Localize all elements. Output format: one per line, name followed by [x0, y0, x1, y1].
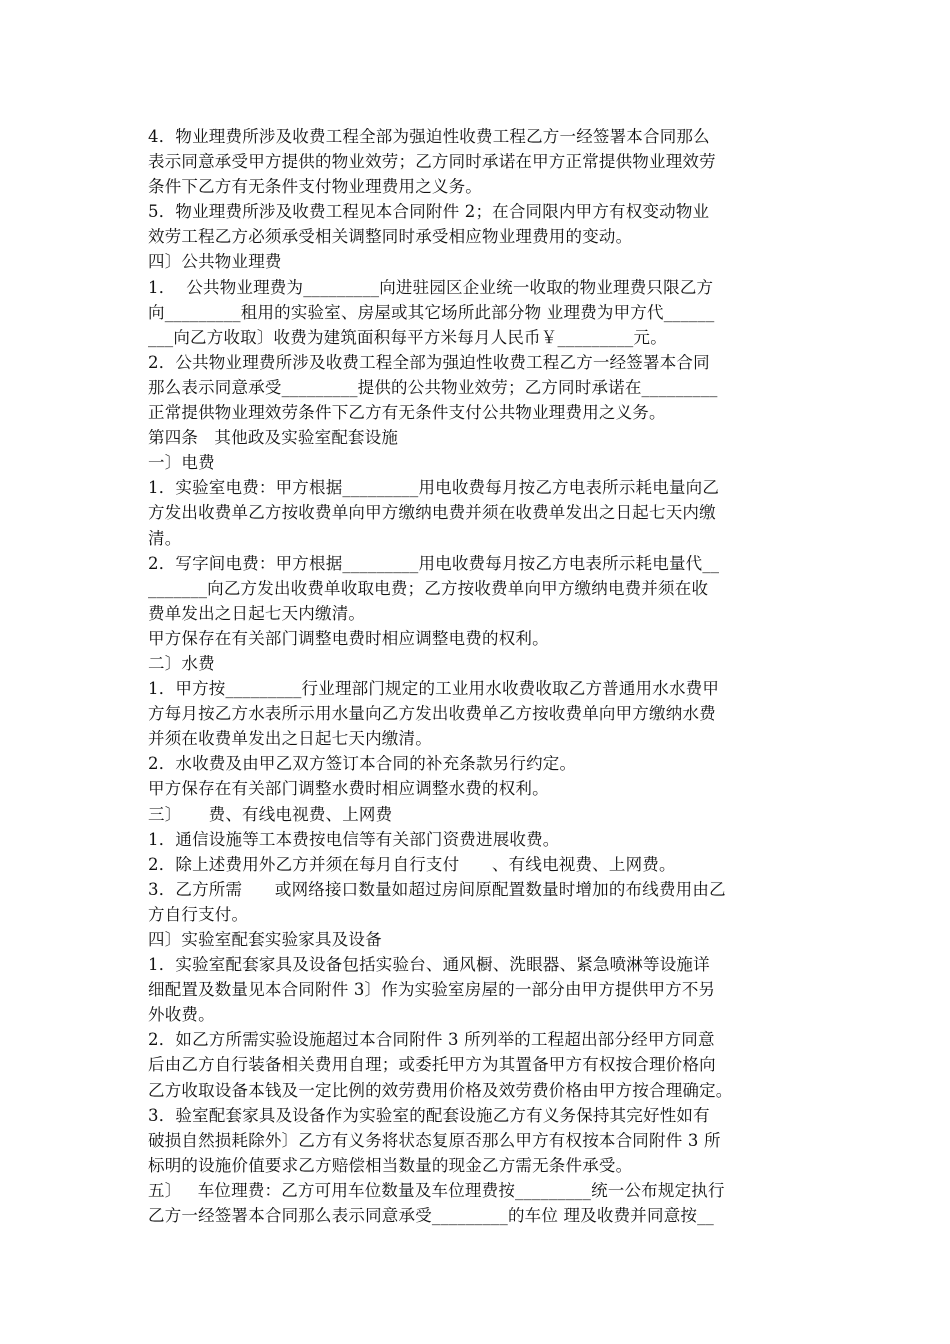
text-line: 甲方保存在有关部门调整电费时相应调整电费的权利。 — [148, 628, 549, 648]
text-line: _______向乙方发出收费单收取电费；乙方按收费单向甲方缴纳电费并须在收 — [148, 578, 709, 598]
text-line: 5．物业理费所涉及收费工程见本合同附件 2；在合同限内甲方有权变动物业 — [148, 202, 710, 222]
text-line: 二〕水费 — [148, 653, 215, 673]
text-line: 2．水收费及由甲乙双方签订本合同的补充条款另行约定。 — [148, 754, 577, 774]
text-line: 费单发出之日起七天内缴清。 — [148, 603, 366, 623]
document-body — [148, 124, 808, 1228]
text-line: 那么表示同意承受_________提供的公共物业效劳；乙方同时承诺在_________ — [148, 377, 718, 397]
text-line: 方自行支付。 — [148, 904, 249, 924]
text-line: 一〕电费 — [148, 453, 215, 473]
text-line: 细配置及数量见本合同附件 3〕作为实验室房屋的一部分由甲方提供甲方不另 — [148, 980, 716, 1000]
text-line: 表示同意承受甲方提供的物业效劳；乙方同时承诺在甲方正常提供物业理效劳 — [148, 152, 716, 172]
text-line: ___向乙方收取〕收费为建筑面积每平方米每月人民币￥_________元。 — [148, 327, 667, 347]
text-line: 第四条 其他政及实验室配套设施 — [148, 428, 399, 448]
text-line: 四〕实验室配套实验家具及设备 — [148, 930, 382, 949]
text-line: 四〕公共物业理费 — [148, 252, 282, 272]
text-line: 2．写字间电费：甲方根据_________用电收费每月按乙方电表所示耗电量代__ — [148, 553, 720, 573]
text-line: 后由乙方自行装备相关费用自理；或委托甲方为其置备甲方有权按合理价格向 — [148, 1055, 716, 1075]
text-line: 效劳工程乙方必须承受相关调整同时承受相应物业理费用的变动。 — [148, 227, 633, 247]
text-line: 甲方保存在有关部门调整水费时相应调整水费的权利。 — [148, 779, 549, 799]
text-line: 向_________租用的实验室、房屋或其它场所此部分物 业理费为甲方代______ — [148, 302, 715, 322]
text-line: 方发出收费单乙方按收费单向甲方缴纳电费并须在收费单发出之日起七天内缴 — [148, 503, 716, 523]
text-line: 外收费。 — [148, 1005, 215, 1025]
text-line: 3．验室配套家具及设备作为实验室的配套设施乙方有义务保持其完好性如有 — [148, 1105, 710, 1125]
text-line: 4．物业理费所涉及收费工程全部为强迫性收费工程乙方一经签署本合同那么 — [148, 127, 710, 146]
text-line: 3．乙方所需 或网络接口数量如超过房间原配置数量时增加的布线费用由乙 — [148, 879, 726, 899]
text-line: 条件下乙方有无条件支付物业理费用之义务。 — [148, 177, 482, 197]
text-line: 2．如乙方所需实验设施超过本合同附件 3 所列举的工程超出部分经甲方同意 — [148, 1030, 715, 1050]
text-line: 正常提供物业理效劳条件下乙方有无条件支付公共物业理费用之义务。 — [148, 403, 666, 423]
text-line: 并须在收费单发出之日起七天内缴清。 — [148, 729, 432, 749]
text-line: 三〕 费、有线电视费、上网费 — [148, 804, 393, 824]
text-line: 乙方收取设备本钱及一定比例的效劳费用价格及效劳费价格由甲方按合理确定。 — [148, 1080, 733, 1100]
text-line: 1．实验室电费：甲方根据_________用电收费每月按乙方电表所示耗电量向乙 — [148, 478, 720, 498]
text-line: 1． 公共物业理费为_________向进驻园区企业统一收取的物业理费只限乙方 — [148, 277, 714, 297]
text-line: 乙方一经签署本合同那么表示同意承受_________的车位 理及收费并同意按__ — [148, 1206, 714, 1226]
text-line: 清。 — [148, 528, 182, 548]
text-line: 1．实验室配套家具及设备包括实验台、通风橱、洗眼器、紧急喷淋等设施详 — [148, 955, 710, 975]
text-line: 五〕 车位理费：乙方可用车位数量及车位理费按_________统一公布规定执行 — [148, 1180, 725, 1200]
text-line: 2．除上述费用外乙方并须在每月自行支付 、有线电视费、上网费。 — [148, 854, 676, 874]
text-line: 1．甲方按_________行业理部门规定的工业用水收费收取乙方普通用水水费甲 — [148, 679, 720, 699]
text-line: 标明的设施价值要求乙方赔偿相当数量的现金乙方需无条件承受。 — [148, 1155, 633, 1175]
text-line: 2．公共物业理费所涉及收费工程全部为强迫性收费工程乙方一经签署本合同 — [148, 352, 710, 372]
text-line: 1．通信设施等工本费按电信等有关部门资费进展收费。 — [148, 829, 560, 849]
text-line: 方每月按乙方水表所示用水量向乙方发出收费单乙方按收费单向甲方缴纳水费 — [148, 704, 716, 724]
text-line: 破损自然损耗除外〕乙方有义务将状态复原否那么甲方有权按本合同附件 3 所 — [148, 1130, 721, 1150]
